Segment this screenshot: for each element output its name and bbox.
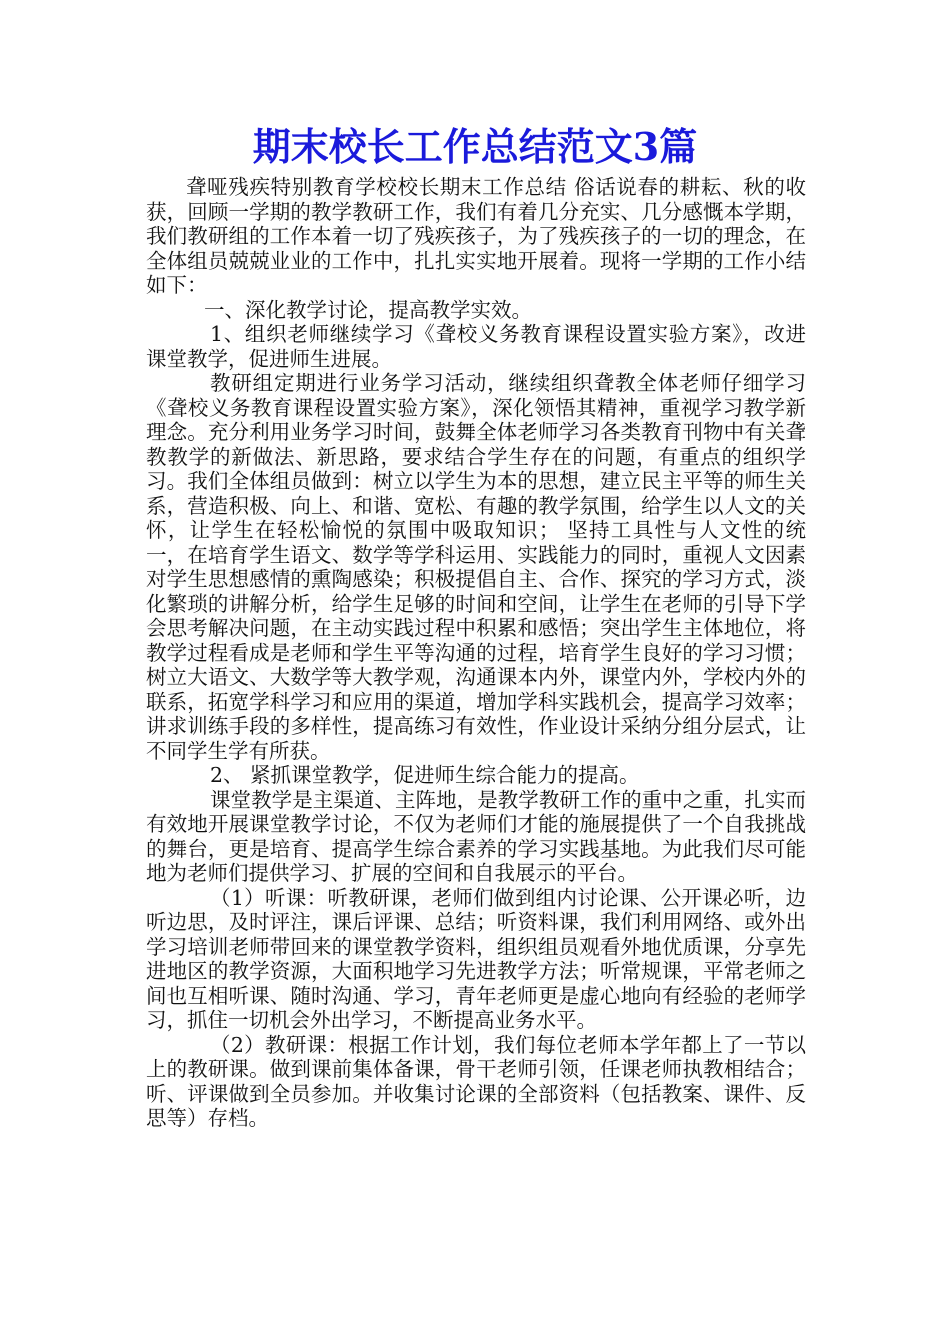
document-title: 期末校长工作总结范文3篇 <box>252 124 698 169</box>
paragraph-study: 教研组定期进行业务学习活动，继续组织聋教全体老师仔细学习《聋校义务教育课程设置实验方案》，深化领悟其精神，重视学习教学新理念。充分利用业务学习时间，鼓舞全体老师学习各类教育刊物中有关聋教教学的新做法、新思路，要求结合学生存在的问题，有重点的组织学习。我们全体组员做到：树立以学生为本的思想，建立民主平等的师生关系，营造积极、向上、和谐、宽松、有趣的教学氛围，给学生以人文的关怀，让学生在轻松愉悦的氛围中吸取知识； 坚持工具性与人文性的统一，在培育学生语文、数学等学科运用、实践能力的同时，重视人文因素对学生思想感情的熏陶感染；积极提倡自主、合作、探究的学习方式，淡化繁琐的讲解分析，给学生足够的时间和空间，让学生在老师的引导下学会思考解决问题，在主动实践过程中积累和感悟；突出学生主体地位，将教学过程看成是老师和学生平等沟通的过程，培育学生良好的学习习惯；树立大语文、大数学等大教学观，沟通课本内外，课堂内外，学校内外的联系，拓宽学科学习和应用的渠道，增加学科实践机会，提高学习效率；讲求训练手段的多样性，提高练习有效性，作业设计采纳分组分层式，让不同学生学有所获。 <box>146 371 806 763</box>
subheading-1: 1、组织老师继续学习《聋校义务教育课程设置实验方案》，改进课堂教学，促进师生进展。 <box>146 322 806 371</box>
paragraph-classroom: 课堂教学是主渠道、主阵地，是教学教研工作的重中之重，扎实而有效地开展课堂教学讨论，不仅为老师们才能的施展提供了一个自我挑战的舞台，更是培育、提高学生综合素养的学习实践基地。为此我们尽可能地为老师们提供学习、扩展的空间和自我展示的平台。 <box>146 787 806 885</box>
paragraph-intro: 聋哑残疾特别教育学校校长期末工作总结 俗话说春的耕耘、秋的收获，回顾一学期的教学教研工作，我们有着几分充实、几分感慨本学期，我们教研组的工作本着一切了残疾孩子，为了残疾孩子的一切的理念，在全体组员兢兢业业的工作中，扎扎实实地开展着。现将一学期的工作小结如下： <box>146 175 806 297</box>
document-body <box>146 175 806 1131</box>
paragraph-research-class: （2）教研课：根据工作计划，我们每位老师本学年都上了一节以上的教研课。做到课前集体备课，骨干老师引领，任课老师执教相结合；听、评课做到全员参加。并收集讨论课的全部资料（包括教案、课件、反思等）存档。 <box>146 1032 806 1130</box>
subheading-2: 2、 紧抓课堂教学，促进师生综合能力的提高。 <box>210 763 640 787</box>
section-heading-1: 一、深化教学讨论，提高教学实效。 <box>204 297 532 322</box>
paragraph-listening: （1）听课：听教研课，老师们做到组内讨论课、公开课必听，边听边思，及时评注，课后评课、总结；听资料课，我们利用网络、或外出学习培训老师带回来的课堂教学资料，组织组员观看外地优质课，分享先进地区的教学资源，大面积地学习先进教学方法；听常规课，平常老师之间也互相听课、随时沟通、学习，青年老师更是虚心地向有经验的老师学习，抓住一切机会外出学习，不断提高业务水平。 <box>146 885 806 1032</box>
